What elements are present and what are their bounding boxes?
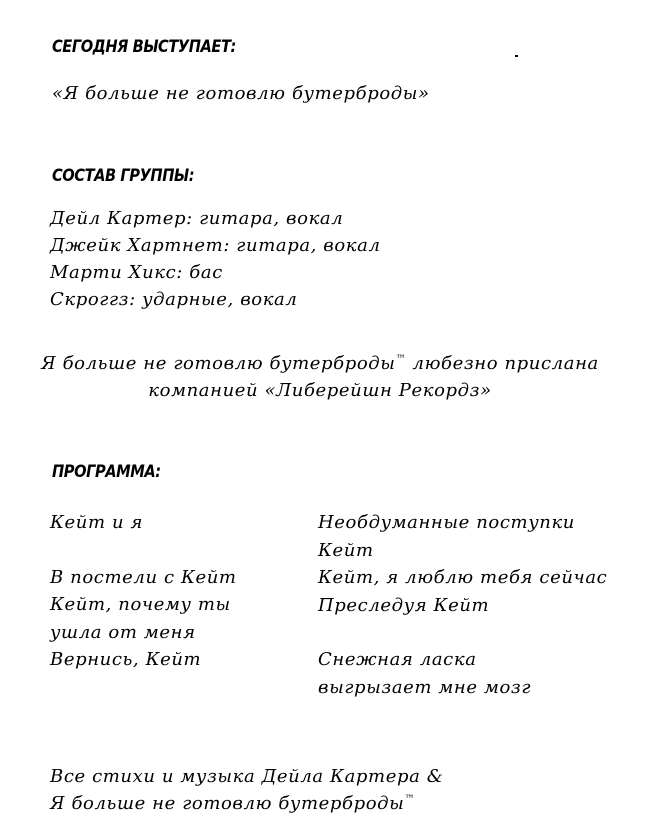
- lineup-member: Джейк Хартнет: гитара, вокал: [50, 235, 381, 256]
- setlist-song: Кейт: [318, 539, 374, 561]
- setlist-gap: [318, 619, 607, 646]
- setlist-song: Кейт, я люблю тебя сейчас: [318, 567, 608, 588]
- setlist-song: выгрызает мне мозг: [318, 676, 532, 698]
- lineup-member: Дейл Картер: гитара, вокал: [50, 208, 344, 229]
- setlist-song: Необдуманные поступки: [318, 512, 575, 533]
- credits-line-2: [50, 790, 443, 817]
- courtesy-band-name: Я больше не готовлю бутерброды: [41, 353, 396, 374]
- band-name: «Я больше не готовлю бутерброды»: [52, 83, 430, 104]
- credits-band-name: Я больше не готовлю бутерброды: [50, 793, 405, 814]
- programme-heading: ПРОГРАММА:: [52, 462, 161, 482]
- lineup-heading: СОСТАВ ГРУППЫ:: [52, 166, 195, 186]
- trademark-symbol: ™: [404, 794, 416, 805]
- lineup-list: [50, 205, 381, 313]
- setlist-song: Вернись, Кейт: [50, 649, 202, 670]
- setlist-gap: [50, 537, 237, 564]
- setlist-song: Кейт, почему ты: [50, 594, 231, 615]
- setlist-song: В постели с Кейт: [50, 566, 237, 588]
- stray-ink-dot: [515, 55, 518, 57]
- credits-line-1: Все стихи и музыка Дейла Картера &: [50, 766, 444, 787]
- lineup-member: Скроггз: ударные, вокал: [50, 289, 298, 310]
- setlist-left-column: [50, 509, 237, 674]
- courtesy-text: любезно прислана: [406, 353, 599, 374]
- setlist-song: Кейт и я: [50, 512, 143, 533]
- lineup-member: Марти Хикс: бас: [50, 262, 223, 283]
- courtesy-line-2: компанией «Либерейшн Рекордз»: [148, 380, 492, 401]
- setlist-song: Снежная ласка: [318, 649, 477, 670]
- credits: [50, 763, 443, 817]
- courtesy-line-1: [20, 350, 620, 377]
- setlist-right-column: [318, 509, 607, 701]
- setlist-song: Преследуя Кейт: [318, 594, 490, 616]
- courtesy-note: [20, 350, 620, 404]
- setlist-song: ушла от меня: [50, 621, 196, 643]
- performing-today-heading: СЕГОДНЯ ВЫСТУПАЕТ:: [52, 37, 236, 57]
- trademark-symbol: ™: [395, 354, 407, 365]
